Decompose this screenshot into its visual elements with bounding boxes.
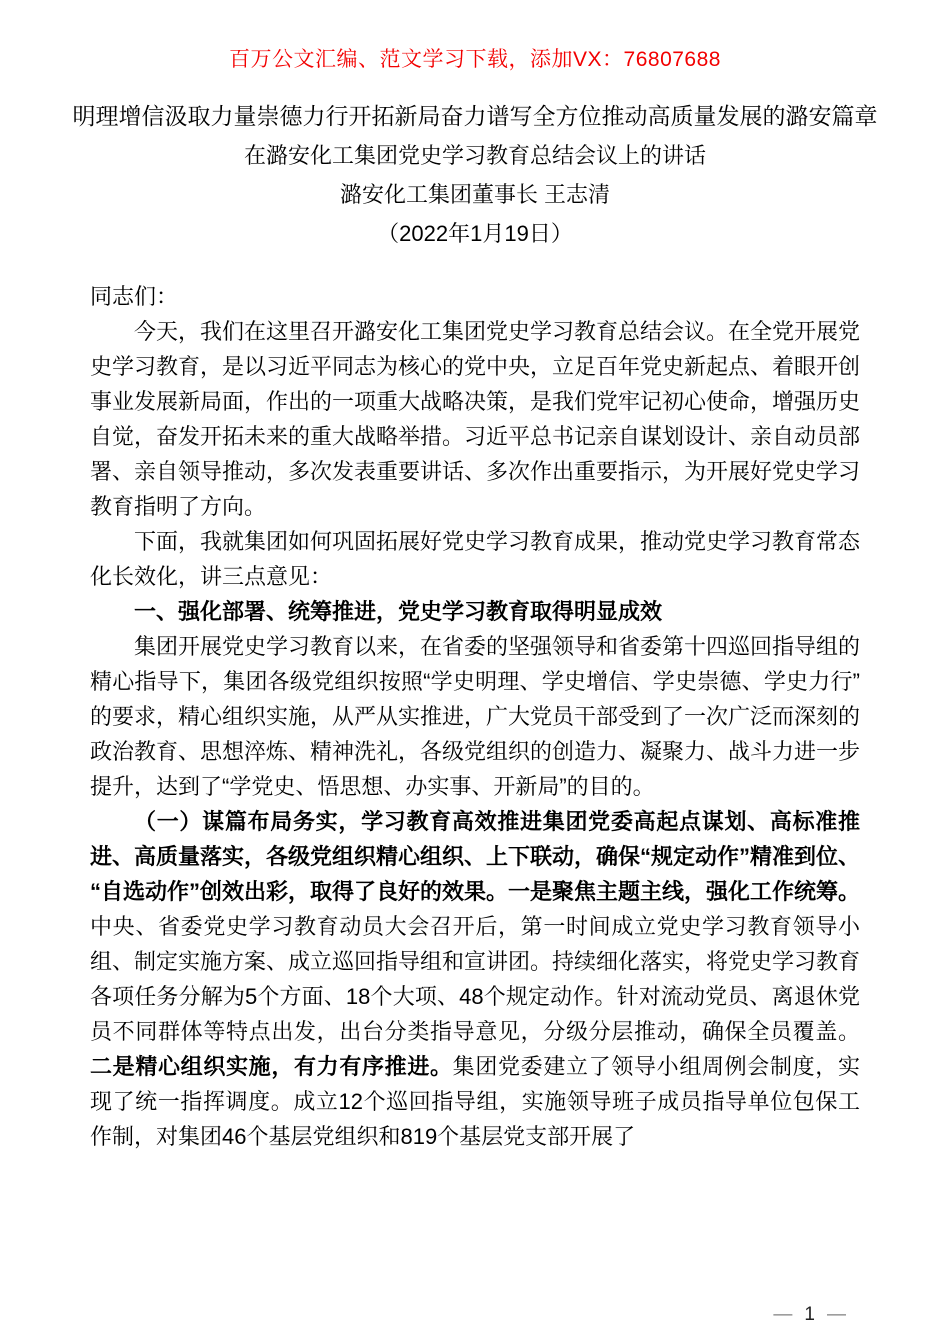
text-run: 集团开展党史学习教育以来，在省委的坚强领导和省委第十四巡回指导组的精心指导下，集团各级党组织按照“学史明理、学史增信、学史崇德、学史力行”的要求，精心组织实施，从严从实推进，广大党员干部受到了一次广泛而深刻的政治教育、思想淬炼、精神洗礼，各级党组织的创造力、凝聚力、战斗力进一步提升，达到了“学党史、悟思想、办实事、开新局”的目的。 (90, 634, 861, 799)
paragraph (90, 629, 860, 804)
page-number-right-dash: — (827, 1304, 846, 1325)
text-run: 同志们： (90, 284, 179, 309)
page-number-value: 1 (804, 1304, 815, 1325)
text-run: 下面，我就集团如何巩固拓展好党史学习教育成果，推动党史学习教育常态化长效化，讲三点意见： (90, 529, 861, 589)
date-line: （2022年1月19日） (377, 221, 573, 246)
bold-text-run: 二是精心组织实施，有力有序推进。 (90, 1054, 453, 1079)
paragraph (90, 279, 860, 314)
bold-text-run: 一、强化部署、统筹推进，党史学习教育取得明显成效 (134, 599, 663, 624)
page-number-left-dash: — (773, 1304, 793, 1325)
speaker-line: 潞安化工集团董事长 王志清 (339, 182, 611, 207)
document-subtitle: 在潞安化工集团党史学习教育总结会议上的讲话 (243, 143, 706, 168)
watermark-header-note: 百万公文汇编、范文学习下载，添加VX：76807688 (229, 48, 721, 71)
paragraph (90, 524, 860, 594)
document-body (90, 279, 860, 1154)
paragraph (90, 804, 860, 1154)
page-number (773, 1304, 846, 1326)
paragraph (90, 314, 860, 524)
document-title: 明理增信汲取力量崇德力行开拓新局奋力谱写全方位推动高质量发展的潞安篇章 (72, 103, 878, 129)
text-run: 中央、省委党史学习教育动员大会召开后，第一时间成立党史学习教育领导小组、制定实施方案、成立巡回指导组和宣讲团。持续细化落实，将党史学习教育各项任务分解为5个方面、18个大项、48个规定动作。针对流动党员、离退休党员不同群体等特点出发，出台分类指导意见，分级分层推动，确保全员覆盖。 (90, 914, 861, 1044)
paragraph (90, 594, 860, 629)
text-run: 今天，我们在这里召开潞安化工集团党史学习教育总结会议。在全党开展党史学习教育，是以习近平同志为核心的党中央，立足百年党史新起点、着眼开创事业发展新局面，作出的一项重大战略决策，是我们党牢记初心使命，增强历史自觉，奋发开拓未来的重大战略举措。习近平总书记亲自谋划设计、亲自动员部署、亲自领导推动，多次发表重要讲话、多次作出重要指示，为开展好党史学习教育指明了方向。 (90, 319, 861, 519)
bold-text-run: （一）谋篇布局务实，学习教育高效推进集团党委高起点谋划、高标准推进、高质量落实，各级党组织精心组织、上下联动，确保“规定动作”精准到位、“自选动作”创效出彩，取得了良好的效果。一是聚焦主题主线，强化工作统筹。 (90, 809, 861, 904)
text-run: 集团党委建立了领导小组周例会制度，实现了统一指挥调度。成立12个巡回指导组，实施领导班子成员指导单位包保工作制，对集团46个基层党组织和819个基层党支部开展了 (90, 1054, 860, 1149)
